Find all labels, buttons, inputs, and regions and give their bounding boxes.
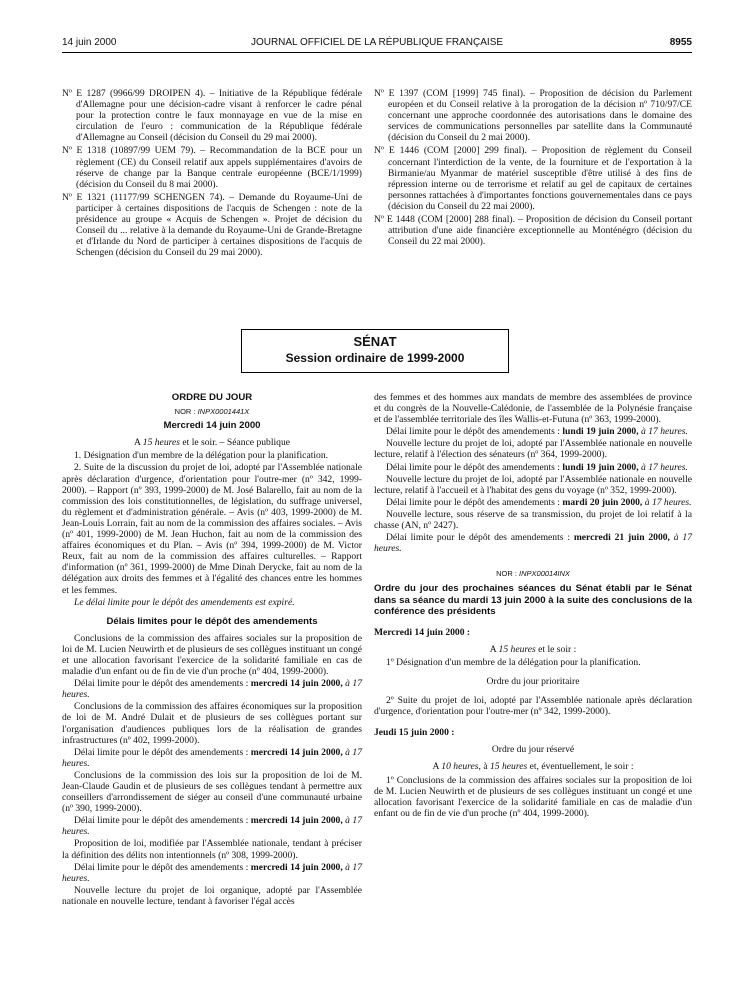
date-jeudi: Jeudi 15 juin 2000 : [374, 727, 455, 739]
entry-text: – Recommandation de la BCE pour un règlement (CE) du Conseil relatif aux appels supplémentaires d'avoirs de réserve de change par la Banque centrale européenne (BCE/1/1999) (décision du Conseil du 8 mai 2000). [76, 145, 362, 190]
nor-reference: NOR : INPX0001441X [174, 407, 250, 417]
entry-text: – Proposition de règlement du Conseil concernant l'interdiction de la vente, de la fourniture et de l'exportation à la Birmanie/au Myanmar de matériel susceptible d'être utilisé à des fins de répression interne ou de terrorisme et relatif au gel de capitaux de certaines personnes rattachées à d'importantes fonctions gouvernementales dans ce pays (décision du Conseil du 22 mai 2000). [388, 145, 692, 212]
entries-left-column [62, 88, 362, 260]
deadline-r2: Délai limite pour le dépôt des amendements : lundi 19 juin 2000, à 17 heures. [386, 461, 688, 473]
deadline-r1: Délai limite pour le dépôt des amendements : lundi 19 juin 2000, à 17 heures. [386, 426, 688, 438]
agenda-jeudi-1: 1º Conclusions de la commission des affaires sociales sur la proposition de loi de M. Lucien Neuwirth et de plusieurs de ses collègues instituant un congé et une allocation favorisant l'exercice de la solidarité familiale en cas de maladie d'un enfant ou de fin de vie d'un proche (nº 404, 1999-2000). [374, 774, 692, 819]
deadline-r3: Délai limite pour le dépôt des amendements : mardi 20 juin 2000, à 17 heures. [386, 496, 692, 508]
entry-text: – Proposition de décision du Parlement européen et du Conseil relative à la prorogation de la décision nº 710/97/CE concernant une approche coordonnée des autorisations dans le domaine des services de communications personnelles par satellite dans la Communauté (décision du Conseil du 2 mai 2000). [388, 88, 692, 144]
header-date: 14 juin 2000 [62, 37, 117, 48]
entry-ref: Nº E 1397 (COM [1999] 745 final). [374, 88, 526, 99]
amendments-expired-note: Le délai limite pour le dépôt des amendements est expiré. [74, 596, 295, 608]
conclusions-2: Conclusions de la commission des affaires économiques sur la proposition de loi de M. André Dulait et de plusieurs de ses collègues portant sur l'organisation d'audiences publiques lors de la réalisation de grandes infrastructures (nº 402, 1999-2000). [62, 701, 362, 746]
ordre-title: ORDRE DU JOUR [171, 392, 253, 403]
ordre-reserve: Ordre du jour réservé [491, 744, 575, 756]
entry-ref: Nº E 1287 (9966/99 DROIPEN 4). [62, 88, 206, 99]
nouvelle-lecture-organique: Nouvelle lecture du projet de loi organique, adopté par l'Assemblée nationale en nouvelle lecture, tendant à favoriser l'égal accès [62, 884, 362, 907]
entry-e1318 [62, 145, 362, 189]
page-header [62, 37, 692, 51]
ordre-du-jour-column [62, 392, 362, 908]
continuation-text: des femmes et des hommes aux mandats de membre des assemblées de province et du congrès de la Nouvelle-Calédonie, de l'assemblée de la Polynésie française et de l'assemblée territoriale des îles Wallis-et-Futuna (nº 363, 1999-2000). [374, 392, 692, 426]
agenda-item-2: 2. Suite de la discussion du projet de loi, adopté par l'Assemblée nationale après déclaration d'urgence, d'orientation pour l'outre-mer (nº 342, 1999-2000). – Rapport (nº 393, 1999-2000) de M. José Balarello, fait au nom de la commission des lois constitutionnelles, de législation, du suffrage universel, du règlement et d'administration générale. – Avis (nº 403, 1999-2000) de M. Jean-Louis Lorrain, fait au nom de la commission des affaires sociales. – Avis (nº 401, 1999-2000) de M. Jean Huchon, fait au nom de la commission des affaires économiques et du Plan. – Avis (nº 394, 1999-2000) de M. Victor Reux, fait au nom de la commission des affaires culturelles. – Rapport d'information (nº 361, 1999-2000) de Mme Dinah Derycke, fait au nom de la délégation aux droits des femmes et à l'égalité des chances entre les hommes et les femmes. [62, 462, 362, 596]
senat-title-box [241, 329, 509, 373]
entry-text: – Demande du Royaume-Uni de participer à certaines dispositions de l'acquis de Schengen : note de la présidence au groupe « Acquis de Schengen ». Projet de décision du Conseil du ... relative à la demande du Royaume-Uni de Grande-Bretagne et d'Irlande du Nord de participer à certaines dispositions de l'acquis de Schengen (décision du Conseil du 29 mai 2000). [76, 191, 362, 259]
entry-text: – Initiative de la République fédérale d'Allemagne pour une décision-cadre visant à renforcer le cadre pénal pour la protection contre le faux monnayage en vue de la mise en circulation de l'euro : communication de la République fédérale d'Allemagne au Conseil (décision du Conseil du 29 mai 2000). [76, 88, 362, 144]
prochaines-seances-title: Ordre du jour des prochaines séances du Sénat établi par le Sénat dans sa séance du mardi 13 juin 2000 à la suite des conclusions de la conférence des présidents [374, 583, 692, 617]
header-rule [62, 52, 692, 53]
session-date: Mercredi 14 juin 2000 [163, 420, 261, 432]
entry-e1446 [374, 145, 692, 212]
entry-text: – Proposition de décision du Conseil portant attribution d'une aide financière exceptionnelle au Monténégro (décision du Conseil du 22 mai 2000). [388, 214, 692, 248]
entry-e1321 [62, 192, 362, 259]
nouvelle-lecture-3: Nouvelle lecture, sous réserve de sa transmission, du projet de loi relatif à la chasse (AN, nº 2427). [374, 508, 692, 532]
right-agenda-column [374, 392, 692, 820]
time-mercredi: A 15 heures et le soir : [489, 643, 577, 655]
entry-ref: Nº E 1448 (COM [2000] 288 final). [374, 214, 515, 226]
proposition-loi: Proposition de loi, modifiée par l'Assemblée nationale, tendant à préciser la définition des délits non intentionnels (nº 308, 1999-2000). [62, 838, 362, 861]
session-title: Session ordinaire de 1999-2000 [285, 351, 465, 365]
date-mercredi: Mercredi 14 juin 2000 : [374, 626, 471, 638]
deadline-1: Délai limite pour le dépôt des amendements : mercredi 14 juin 2000, à 17 heures. [62, 678, 363, 701]
journal-title: JOURNAL OFFICIEL DE LA RÉPUBLIQUE FRANÇAISE [250, 37, 504, 48]
conclusions-3: Conclusions de la commission des lois sur la proposition de loi de M. Jean-Claude Gaudin et de plusieurs de ses collègues tendant à permettre aux conseillers d'arrondissement de siéger au conseil d'une communauté urbaine (nº 390, 1999-2000). [62, 769, 362, 815]
time-jeudi: A 10 heures, à 15 heures et, éventuellement, le soir : [432, 761, 634, 773]
entry-ref: Nº E 1318 (10897/99 UEM 79). [62, 145, 196, 157]
agenda-2-outre-mer: 2º Suite du projet de loi, adopté par l'Assemblée nationale après déclaration d'urgence, d'orientation pour l'outre-mer (nº 342, 1999-2000). [374, 695, 692, 718]
agenda-item-1: 1. Désignation d'un membre de la délégation pour la planification. [74, 450, 329, 462]
agenda-1-designation: 1º Désignation d'un membre de la délégation pour la planification. [386, 656, 641, 668]
entry-ref: Nº E 1446 (COM [2000] 299 final). [374, 145, 527, 157]
entry-e1397 [374, 88, 692, 143]
seance-time: A 15 heures et le soir. – Séance publique [133, 437, 291, 449]
deadline-3: Délai limite pour le dépôt des amendements : mercredi 14 juin 2000, à 17 heures. [62, 815, 363, 838]
deadline-4: Délai limite pour le dépôt des amendements : mercredi 14 juin 2000, à 17 heures. [62, 861, 363, 884]
nouvelle-lecture-2: Nouvelle lecture du projet de loi, adopté par l'Assemblée nationale en nouvelle lecture, relatif à l'accueil et à l'habitat des gens du voyage (nº 352, 1999-2000). [374, 473, 692, 496]
deadlines-title: Délais limites pour le dépôt des amendements [106, 615, 318, 627]
page-number: 8955 [669, 37, 692, 48]
entry-e1448 [374, 214, 692, 247]
nouvelle-lecture-1: Nouvelle lecture du projet de loi, adopté par l'Assemblée nationale en nouvelle lecture, relatif à l'élection des sénateurs (nº 364, 1999-2000). [374, 438, 692, 461]
ordre-prioritaire: Ordre du jour prioritaire [486, 675, 580, 687]
conclusions-1: Conclusions de la commission des affaires sociales sur la proposition de loi de M. Lucien Neuwirth et de plusieurs de ses collègues instituant un congé et une allocation favorisant l'exercice de la solidarité familiale en cas de maladie d'un enfant ou de fin de vie d'un proche (nº 404, 1999-2000). [62, 632, 363, 678]
deadline-r4: Délai limite pour le dépôt des amendements : mercredi 21 juin 2000, à 17 heures. [374, 532, 693, 555]
entries-right-column [374, 88, 692, 249]
senat-title: SÉNAT [353, 334, 397, 349]
entry-ref: Nº E 1321 (11177/99 SCHENGEN 74). [62, 191, 225, 203]
nor-reference-2: NOR : INPX00014INX [496, 569, 570, 579]
deadline-2: Délai limite pour le dépôt des amendements : mercredi 14 juin 2000, à 17 heures. [62, 746, 363, 769]
entry-e1287 [62, 88, 362, 143]
